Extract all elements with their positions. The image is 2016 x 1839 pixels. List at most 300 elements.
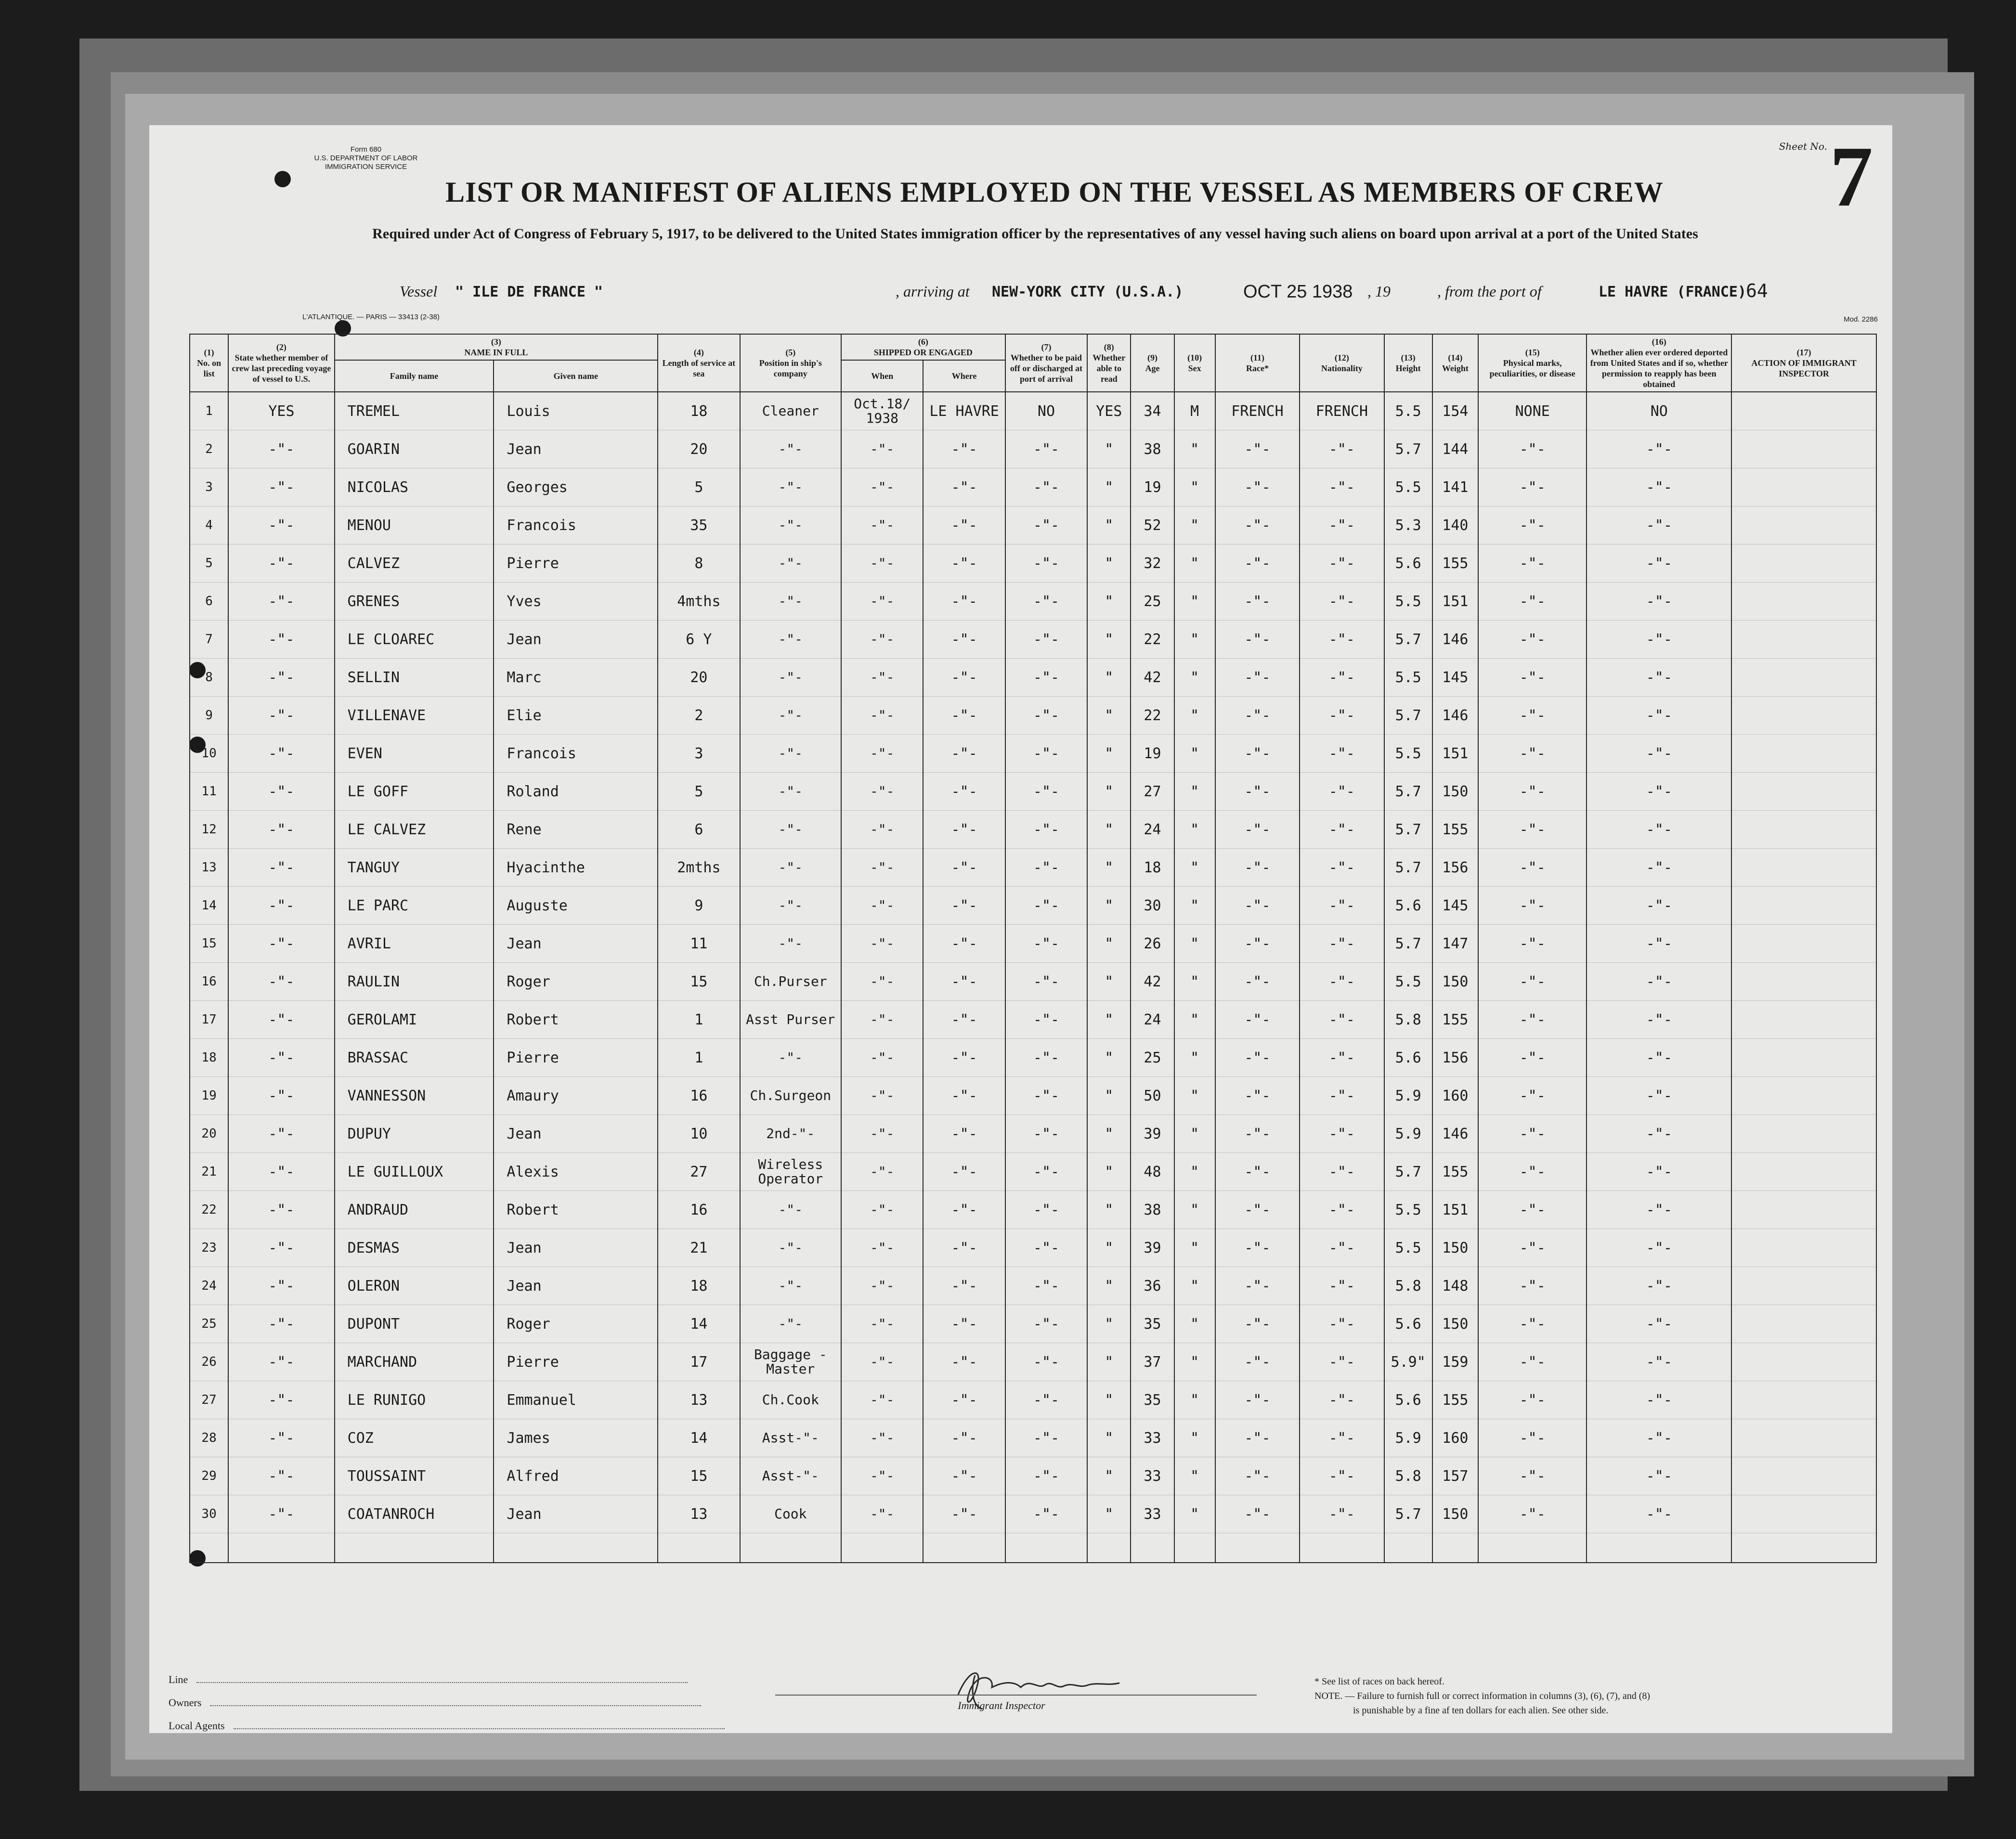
shipped-where-cell: -"-: [923, 468, 1005, 506]
row-number-cell: 14: [190, 887, 228, 925]
blank-cell: [228, 1533, 335, 1563]
weight-cell: 144: [1432, 430, 1478, 468]
shipped-where-cell: -"-: [923, 773, 1005, 811]
shipped-when-cell: -"-: [841, 1115, 923, 1153]
age-cell: 22: [1131, 697, 1174, 735]
physical-marks-cell: -"-: [1478, 468, 1587, 506]
sex-cell: ": [1174, 1419, 1215, 1457]
height-cell: 5.7: [1384, 773, 1432, 811]
last-voyage-cell: -"-: [228, 621, 335, 659]
header-name-in-full: (3) NAME IN FULL: [335, 334, 658, 360]
shipped-where-cell: -"-: [923, 1267, 1005, 1305]
row-number-cell: 20: [190, 1115, 228, 1153]
header-physical-marks: (15) Physical marks, peculiarities, or disease: [1478, 334, 1587, 392]
race-cell: -"-: [1215, 735, 1300, 773]
height-cell: 5.9": [1384, 1343, 1432, 1381]
physical-marks-cell: -"-: [1478, 773, 1587, 811]
row-number-cell: 26: [190, 1343, 228, 1381]
row-number-cell: 22: [190, 1191, 228, 1229]
height-cell: 5.7: [1384, 1495, 1432, 1533]
blank-cell: [1131, 1533, 1174, 1563]
last-voyage-cell: -"-: [228, 468, 335, 506]
given-name-cell: James: [494, 1419, 658, 1457]
length-of-service-cell: 16: [658, 1077, 740, 1115]
race-cell: -"-: [1215, 468, 1300, 506]
shipped-when-cell: -"-: [841, 1153, 923, 1191]
sex-cell: ": [1174, 963, 1215, 1001]
blank-cell: [658, 1533, 740, 1563]
weight-cell: 155: [1432, 1001, 1478, 1039]
given-name-cell: Pierre: [494, 1039, 658, 1077]
position-cell: -"-: [740, 925, 841, 963]
age-cell: 52: [1131, 506, 1174, 544]
nationality-cell: -"-: [1300, 735, 1384, 773]
table-row: [190, 1001, 1876, 1039]
physical-marks-cell: -"-: [1478, 1305, 1587, 1343]
table-row: [190, 1267, 1876, 1305]
given-name-cell: Robert: [494, 1191, 658, 1229]
shipped-where-cell: -"-: [923, 583, 1005, 621]
weight-cell: 150: [1432, 963, 1478, 1001]
inspector-action-cell: [1731, 735, 1876, 773]
row-number-cell: 12: [190, 811, 228, 849]
age-cell: 26: [1131, 925, 1174, 963]
age-cell: 18: [1131, 849, 1174, 887]
able-to-read-cell: ": [1087, 1153, 1131, 1191]
row-number-cell: 29: [190, 1457, 228, 1495]
length-of-service-cell: 9: [658, 887, 740, 925]
height-cell: 5.5: [1384, 1191, 1432, 1229]
ordered-deported-cell: -"-: [1587, 1001, 1731, 1039]
header-ordered-deported: (16) Whether alien ever ordered deported from United States and if so, whether permission to reapply has been obtained: [1587, 334, 1731, 392]
ordered-deported-cell: -"-: [1587, 1077, 1731, 1115]
crew-manifest-table: [189, 334, 1877, 1563]
shipped-where-cell: -"-: [923, 1305, 1005, 1343]
header-shipped-engaged: (6) SHIPPED OR ENGAGED: [841, 334, 1005, 360]
height-cell: 5.5: [1384, 468, 1432, 506]
able-to-read-cell: ": [1087, 1229, 1131, 1267]
physical-marks-cell: -"-: [1478, 849, 1587, 887]
paid-off-cell: -"-: [1005, 1039, 1087, 1077]
able-to-read-cell: ": [1087, 811, 1131, 849]
shipped-where-cell: -"-: [923, 1153, 1005, 1191]
inspector-action-cell: [1731, 1305, 1876, 1343]
age-cell: 33: [1131, 1495, 1174, 1533]
paid-off-cell: -"-: [1005, 1153, 1087, 1191]
physical-marks-cell: -"-: [1478, 1457, 1587, 1495]
family-name-cell: TREMEL: [335, 392, 494, 430]
header-last-voyage: (2) State whether member of crew last preceding voyage of vessel to U.S.: [228, 334, 335, 392]
length-of-service-cell: 10: [658, 1115, 740, 1153]
race-cell: -"-: [1215, 1419, 1300, 1457]
blank-cell: [1478, 1533, 1587, 1563]
position-cell: Asst Purser: [740, 1001, 841, 1039]
physical-marks-cell: -"-: [1478, 1267, 1587, 1305]
height-cell: 5.5: [1384, 1229, 1432, 1267]
paid-off-cell: -"-: [1005, 583, 1087, 621]
ordered-deported-cell: -"-: [1587, 583, 1731, 621]
shipped-where-cell: -"-: [923, 697, 1005, 735]
table-row: [190, 1077, 1876, 1115]
blank-cell: [1432, 1533, 1478, 1563]
family-name-cell: LE PARC: [335, 887, 494, 925]
blank-cell: [1215, 1533, 1300, 1563]
able-to-read-cell: ": [1087, 1343, 1131, 1381]
nationality-cell: -"-: [1300, 430, 1384, 468]
length-of-service-cell: 1: [658, 1001, 740, 1039]
table-row: [190, 1039, 1876, 1077]
inspector-action-cell: [1731, 659, 1876, 697]
shipped-when-cell: Oct.18/ 1938: [841, 392, 923, 430]
weight-cell: 150: [1432, 1305, 1478, 1343]
length-of-service-cell: 14: [658, 1419, 740, 1457]
height-cell: 5.8: [1384, 1001, 1432, 1039]
paid-off-cell: -"-: [1005, 1229, 1087, 1267]
able-to-read-cell: ": [1087, 1077, 1131, 1115]
position-cell: Wireless Operator: [740, 1153, 841, 1191]
height-cell: 5.3: [1384, 506, 1432, 544]
row-number-cell: 2: [190, 430, 228, 468]
length-of-service-cell: 2: [658, 697, 740, 735]
ordered-deported-cell: -"-: [1587, 468, 1731, 506]
ordered-deported-cell: -"-: [1587, 963, 1731, 1001]
height-cell: 5.7: [1384, 621, 1432, 659]
physical-marks-cell: -"-: [1478, 1001, 1587, 1039]
family-name-cell: VILLENAVE: [335, 697, 494, 735]
weight-cell: 146: [1432, 697, 1478, 735]
table-row: [190, 1419, 1876, 1457]
paid-off-cell: -"-: [1005, 1381, 1087, 1419]
family-name-cell: RAULIN: [335, 963, 494, 1001]
length-of-service-cell: 11: [658, 925, 740, 963]
last-voyage-cell: -"-: [228, 430, 335, 468]
owners-label: Owners: [169, 1697, 202, 1709]
inspector-action-cell: [1731, 468, 1876, 506]
inspector-signature-line: [775, 1695, 1257, 1696]
family-name-cell: TOUSSAINT: [335, 1457, 494, 1495]
length-of-service-cell: 15: [658, 963, 740, 1001]
family-name-cell: COATANROCH: [335, 1495, 494, 1533]
able-to-read-cell: ": [1087, 583, 1131, 621]
last-voyage-cell: -"-: [228, 1153, 335, 1191]
vessel-line: [400, 282, 1844, 306]
length-of-service-cell: 4mths: [658, 583, 740, 621]
last-voyage-cell: -"-: [228, 887, 335, 925]
position-cell: -"-: [740, 1039, 841, 1077]
header-age: (9) Age: [1131, 334, 1174, 392]
ordered-deported-cell: -"-: [1587, 1419, 1731, 1457]
age-cell: 39: [1131, 1229, 1174, 1267]
length-of-service-cell: 13: [658, 1381, 740, 1419]
sex-cell: ": [1174, 925, 1215, 963]
age-cell: 48: [1131, 1153, 1174, 1191]
able-to-read-cell: ": [1087, 430, 1131, 468]
ordered-deported-cell: -"-: [1587, 1229, 1731, 1267]
race-cell: -"-: [1215, 1381, 1300, 1419]
race-cell: -"-: [1215, 1495, 1300, 1533]
family-name-cell: LE GUILLOUX: [335, 1153, 494, 1191]
given-name-cell: Jean: [494, 925, 658, 963]
able-to-read-cell: ": [1087, 1419, 1131, 1457]
weight-cell: 147: [1432, 925, 1478, 963]
position-cell: -"-: [740, 849, 841, 887]
inspector-action-cell: [1731, 1191, 1876, 1229]
sex-cell: ": [1174, 811, 1215, 849]
table-row: [190, 1115, 1876, 1153]
nationality-cell: FRENCH: [1300, 392, 1384, 430]
table-row: [190, 544, 1876, 583]
given-name-cell: Louis: [494, 392, 658, 430]
race-cell: -"-: [1215, 1305, 1300, 1343]
length-of-service-cell: 20: [658, 659, 740, 697]
header-position: (5) Position in ship's company: [740, 334, 841, 392]
nationality-cell: -"-: [1300, 1457, 1384, 1495]
given-name-cell: Alfred: [494, 1457, 658, 1495]
shipped-when-cell: -"-: [841, 544, 923, 583]
able-to-read-cell: ": [1087, 887, 1131, 925]
nationality-cell: -"-: [1300, 1077, 1384, 1115]
blank-cell: [1384, 1533, 1432, 1563]
shipped-when-cell: -"-: [841, 1343, 923, 1381]
shipped-when-cell: -"-: [841, 925, 923, 963]
nationality-cell: -"-: [1300, 1381, 1384, 1419]
last-voyage-cell: -"-: [228, 925, 335, 963]
position-cell: -"-: [740, 430, 841, 468]
family-name-cell: LE CLOAREC: [335, 621, 494, 659]
age-cell: 32: [1131, 544, 1174, 583]
inspector-action-cell: [1731, 430, 1876, 468]
given-name-cell: Robert: [494, 1001, 658, 1039]
row-number-cell: 5: [190, 544, 228, 583]
race-cell: -"-: [1215, 430, 1300, 468]
sex-cell: ": [1174, 468, 1215, 506]
header-nationality: (12) Nationality: [1300, 334, 1384, 392]
paid-off-cell: -"-: [1005, 1457, 1087, 1495]
shipped-where-cell: -"-: [923, 1077, 1005, 1115]
given-name-cell: Pierre: [494, 1343, 658, 1381]
physical-marks-cell: NONE: [1478, 392, 1587, 430]
age-cell: 34: [1131, 392, 1174, 430]
position-cell: -"-: [740, 621, 841, 659]
table-row: [190, 506, 1876, 544]
physical-marks-cell: -"-: [1478, 735, 1587, 773]
race-cell: FRENCH: [1215, 392, 1300, 430]
age-cell: 27: [1131, 773, 1174, 811]
ordered-deported-cell: -"-: [1587, 811, 1731, 849]
position-cell: -"-: [740, 1305, 841, 1343]
weight-cell: 154: [1432, 392, 1478, 430]
row-number-cell: 21: [190, 1153, 228, 1191]
blank-cell: [923, 1533, 1005, 1563]
page-subtitle: Required under Act of Congress of February 5, 1917, to be delivered to the United States immigration officer by the representatives of any vessel having such aliens on board upon arrival at a port of the United States: [372, 226, 1698, 242]
physical-marks-cell: -"-: [1478, 887, 1587, 925]
shipped-when-cell: -"-: [841, 468, 923, 506]
given-name-cell: Jean: [494, 430, 658, 468]
ordered-deported-cell: -"-: [1587, 735, 1731, 773]
paid-off-cell: -"-: [1005, 1077, 1087, 1115]
header-weight: (14) Weight: [1432, 334, 1478, 392]
physical-marks-cell: -"-: [1478, 963, 1587, 1001]
race-cell: -"-: [1215, 887, 1300, 925]
row-number-cell: 11: [190, 773, 228, 811]
last-voyage-cell: -"-: [228, 583, 335, 621]
family-name-cell: BRASSAC: [335, 1039, 494, 1077]
inspector-action-cell: [1731, 1381, 1876, 1419]
line-label: Line: [169, 1673, 188, 1685]
length-of-service-cell: 5: [658, 468, 740, 506]
family-name-cell: GEROLAMI: [335, 1001, 494, 1039]
weight-cell: 146: [1432, 1115, 1478, 1153]
nationality-cell: -"-: [1300, 1039, 1384, 1077]
age-cell: 39: [1131, 1115, 1174, 1153]
position-cell: -"-: [740, 1267, 841, 1305]
paid-off-cell: -"-: [1005, 697, 1087, 735]
race-cell: -"-: [1215, 773, 1300, 811]
able-to-read-cell: ": [1087, 1191, 1131, 1229]
last-voyage-cell: -"-: [228, 1457, 335, 1495]
able-to-read-cell: ": [1087, 925, 1131, 963]
weight-cell: 145: [1432, 659, 1478, 697]
header-no: (1) No. on list: [190, 334, 228, 392]
header-able-read: (8) Whether able to read: [1087, 334, 1131, 392]
family-name-cell: ANDRAUD: [335, 1191, 494, 1229]
able-to-read-cell: ": [1087, 735, 1131, 773]
header-paid-off: (7) Whether to be paid off or discharged at port of arrival: [1005, 334, 1087, 392]
header-height: (13) Height: [1384, 334, 1432, 392]
sheet-reference-number: 64: [1746, 280, 1768, 301]
height-cell: 5.6: [1384, 1381, 1432, 1419]
table-row: [190, 887, 1876, 925]
paid-off-cell: -"-: [1005, 849, 1087, 887]
last-voyage-cell: -"-: [228, 773, 335, 811]
given-name-cell: Marc: [494, 659, 658, 697]
age-cell: 22: [1131, 621, 1174, 659]
row-number-cell: 27: [190, 1381, 228, 1419]
shipped-where-cell: -"-: [923, 430, 1005, 468]
table-row: [190, 583, 1876, 621]
shipped-when-cell: -"-: [841, 1267, 923, 1305]
weight-cell: 157: [1432, 1457, 1478, 1495]
family-name-cell: AVRIL: [335, 925, 494, 963]
physical-marks-cell: -"-: [1478, 811, 1587, 849]
able-to-read-cell: ": [1087, 468, 1131, 506]
penalty-note-cont: is punishable by a fine af ten dollars for each alien. See other side.: [1353, 1705, 1609, 1716]
able-to-read-cell: ": [1087, 1457, 1131, 1495]
paid-off-cell: -"-: [1005, 430, 1087, 468]
physical-marks-cell: -"-: [1478, 430, 1587, 468]
family-name-cell: EVEN: [335, 735, 494, 773]
height-cell: 5.5: [1384, 392, 1432, 430]
age-cell: 50: [1131, 1077, 1174, 1115]
given-name-cell: Jean: [494, 621, 658, 659]
age-cell: 35: [1131, 1381, 1174, 1419]
family-name-cell: LE GOFF: [335, 773, 494, 811]
ordered-deported-cell: -"-: [1587, 1115, 1731, 1153]
shipped-when-cell: -"-: [841, 1077, 923, 1115]
last-voyage-cell: -"-: [228, 697, 335, 735]
height-cell: 5.5: [1384, 583, 1432, 621]
able-to-read-cell: ": [1087, 1001, 1131, 1039]
row-number-cell: 24: [190, 1267, 228, 1305]
table-row: [190, 1457, 1876, 1495]
weight-cell: 151: [1432, 583, 1478, 621]
ordered-deported-cell: -"-: [1587, 1343, 1731, 1381]
row-number-cell: 3: [190, 468, 228, 506]
age-cell: 25: [1131, 1039, 1174, 1077]
table-row: [190, 925, 1876, 963]
ordered-deported-cell: -"-: [1587, 1267, 1731, 1305]
inspector-action-cell: [1731, 1419, 1876, 1457]
table-row: [190, 773, 1876, 811]
position-cell: Asst-"-: [740, 1419, 841, 1457]
page-title: LIST OR MANIFEST OF ALIENS EMPLOYED ON THE VESSEL AS MEMBERS OF CREW: [445, 176, 1664, 208]
paid-off-cell: -"-: [1005, 659, 1087, 697]
family-name-cell: LE RUNIGO: [335, 1381, 494, 1419]
physical-marks-cell: -"-: [1478, 925, 1587, 963]
race-cell: -"-: [1215, 1191, 1300, 1229]
shipped-where-cell: -"-: [923, 735, 1005, 773]
paid-off-cell: -"-: [1005, 1305, 1087, 1343]
last-voyage-cell: -"-: [228, 1381, 335, 1419]
able-to-read-cell: ": [1087, 544, 1131, 583]
paid-off-cell: NO: [1005, 392, 1087, 430]
paid-off-cell: -"-: [1005, 925, 1087, 963]
weight-cell: 156: [1432, 1039, 1478, 1077]
footer-labels: [169, 1668, 725, 1737]
sex-cell: ": [1174, 621, 1215, 659]
race-cell: -"-: [1215, 1077, 1300, 1115]
given-name-cell: Jean: [494, 1495, 658, 1533]
nationality-cell: -"-: [1300, 773, 1384, 811]
family-name-cell: GOARIN: [335, 430, 494, 468]
length-of-service-cell: 5: [658, 773, 740, 811]
shipped-when-cell: -"-: [841, 583, 923, 621]
blank-row: [190, 1533, 1876, 1563]
height-cell: 5.8: [1384, 1457, 1432, 1495]
race-cell: -"-: [1215, 506, 1300, 544]
port-label: , from the port of: [1437, 283, 1542, 300]
row-number-cell: 19: [190, 1077, 228, 1115]
table-row: [190, 1153, 1876, 1191]
header-race: (11) Race*: [1215, 334, 1300, 392]
race-cell: -"-: [1215, 697, 1300, 735]
position-cell: -"-: [740, 659, 841, 697]
row-number-cell: 7: [190, 621, 228, 659]
position-cell: Asst-"-: [740, 1457, 841, 1495]
last-voyage-cell: -"-: [228, 1077, 335, 1115]
sex-cell: ": [1174, 735, 1215, 773]
position-cell: -"-: [740, 583, 841, 621]
shipped-where-cell: -"-: [923, 621, 1005, 659]
nationality-cell: -"-: [1300, 697, 1384, 735]
sex-cell: ": [1174, 1457, 1215, 1495]
length-of-service-cell: 3: [658, 735, 740, 773]
shipped-where-cell: -"-: [923, 963, 1005, 1001]
family-name-cell: MARCHAND: [335, 1343, 494, 1381]
nationality-cell: -"-: [1300, 583, 1384, 621]
table-row: [190, 1305, 1876, 1343]
shipped-when-cell: -"-: [841, 773, 923, 811]
weight-cell: 160: [1432, 1419, 1478, 1457]
sex-cell: ": [1174, 1153, 1215, 1191]
race-cell: -"-: [1215, 1153, 1300, 1191]
ordered-deported-cell: -"-: [1587, 1457, 1731, 1495]
row-number-cell: 23: [190, 1229, 228, 1267]
able-to-read-cell: ": [1087, 773, 1131, 811]
position-cell: -"-: [740, 1229, 841, 1267]
weight-cell: 159: [1432, 1343, 1478, 1381]
shipped-when-cell: -"-: [841, 1495, 923, 1533]
